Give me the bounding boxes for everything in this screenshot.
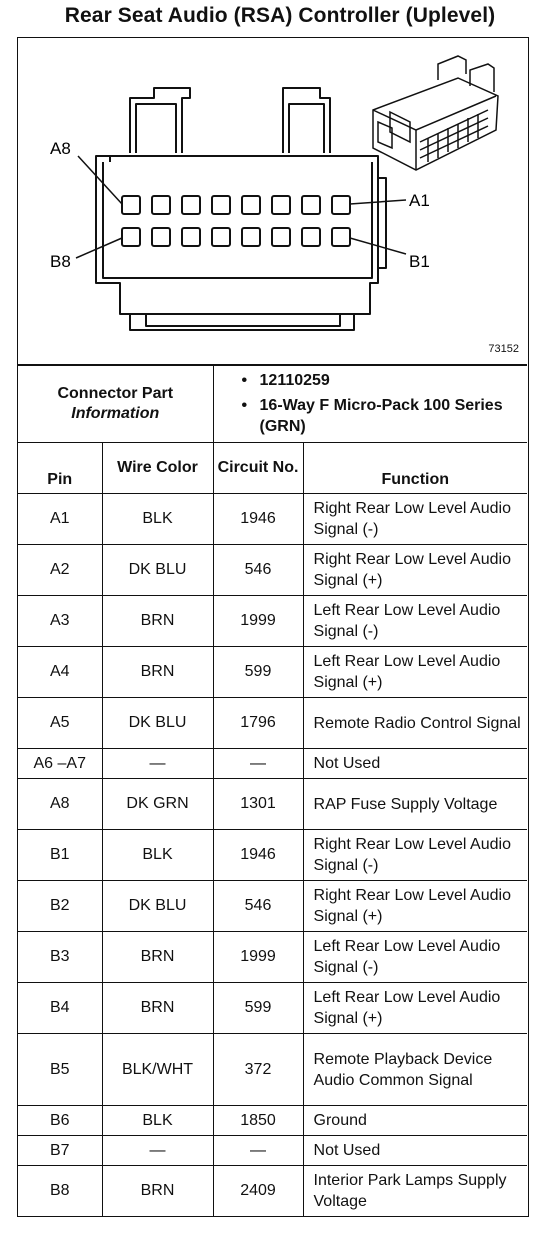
function-cell: Left Rear Low Level Audio Signal (+): [303, 647, 527, 698]
connector-part-info: [213, 366, 527, 443]
circuit-cell: —: [213, 749, 303, 779]
wire-color-cell: DK BLU: [102, 545, 213, 596]
pin-cell: A5: [18, 698, 102, 749]
table-row: [18, 596, 527, 647]
pin-cell: A4: [18, 647, 102, 698]
wire-color-cell: —: [102, 1136, 213, 1166]
table-header-row: [18, 443, 527, 494]
label-a8: A8: [50, 139, 71, 158]
table-row: [18, 1136, 527, 1166]
connector-isometric-sketch: [373, 56, 498, 170]
pin-cell: A1: [18, 494, 102, 545]
wire-color-cell: BRN: [102, 647, 213, 698]
pin-cell: A6 –A7: [18, 749, 102, 779]
label-b8: B8: [50, 252, 71, 271]
table-row: [18, 881, 527, 932]
connector-diagram: [18, 38, 527, 365]
wire-color-cell: BRN: [102, 932, 213, 983]
pin-cell: B4: [18, 983, 102, 1034]
table-row: [18, 1166, 527, 1217]
pin-cell: B7: [18, 1136, 102, 1166]
pin-cell: A2: [18, 545, 102, 596]
pin-cell: B8: [18, 1166, 102, 1217]
function-cell: Not Used: [303, 1136, 527, 1166]
circuit-cell: 599: [213, 983, 303, 1034]
table-row: [18, 830, 527, 881]
table-row: [18, 698, 527, 749]
function-cell: Right Rear Low Level Audio Signal (+): [303, 881, 527, 932]
circuit-cell: 546: [213, 881, 303, 932]
pin-cell: A8: [18, 779, 102, 830]
function-cell: Left Rear Low Level Audio Signal (-): [303, 596, 527, 647]
table-row: [18, 494, 527, 545]
pin-cell: B1: [18, 830, 102, 881]
connector-part-label-line2: Information: [71, 405, 160, 422]
circuit-cell: 1946: [213, 830, 303, 881]
table-row: [18, 983, 527, 1034]
row-b-cavities: [122, 228, 350, 246]
function-cell: Right Rear Low Level Audio Signal (+): [303, 545, 527, 596]
label-a1: A1: [409, 191, 430, 210]
connector-face-drawing: [18, 38, 527, 364]
circuit-cell: 1999: [213, 596, 303, 647]
circuit-cell: 546: [213, 545, 303, 596]
wire-color-cell: BRN: [102, 983, 213, 1034]
pin-cell: A3: [18, 596, 102, 647]
circuit-cell: 599: [213, 647, 303, 698]
function-cell: Interior Park Lamps Supply Voltage: [303, 1166, 527, 1217]
wire-color-cell: DK BLU: [102, 698, 213, 749]
table-row: [18, 932, 527, 983]
function-cell: Remote Radio Control Signal: [303, 698, 527, 749]
circuit-cell: 1946: [213, 494, 303, 545]
pinout-table: [18, 365, 527, 1217]
page-title: Rear Seat Audio (RSA) Controller (Uplevel): [64, 4, 496, 27]
circuit-cell: 1796: [213, 698, 303, 749]
function-cell: Left Rear Low Level Audio Signal (+): [303, 983, 527, 1034]
connector-part-label-line1: Connector Part: [57, 385, 174, 402]
function-cell: Ground: [303, 1106, 527, 1136]
connector-sheet: [17, 37, 529, 1217]
connector-info-row: [18, 366, 527, 443]
table-row: [18, 1034, 527, 1106]
connector-part-label: [18, 366, 213, 443]
function-cell: Left Rear Low Level Audio Signal (-): [303, 932, 527, 983]
table-row: [18, 1106, 527, 1136]
circuit-cell: 1850: [213, 1106, 303, 1136]
connector-description: • 16-Way F Micro-Pack 100 Series (GRN): [242, 395, 528, 437]
circuit-cell: 1301: [213, 779, 303, 830]
wire-color-cell: BLK/WHT: [102, 1034, 213, 1106]
wire-color-cell: BLK: [102, 1106, 213, 1136]
table-row: [18, 749, 527, 779]
pin-cell: B5: [18, 1034, 102, 1106]
wire-color-cell: DK GRN: [102, 779, 213, 830]
figure-number: 73152: [488, 343, 519, 355]
wire-color-cell: BLK: [102, 494, 213, 545]
wire-color-cell: DK BLU: [102, 881, 213, 932]
row-a-cavities: [122, 196, 350, 214]
table-row: [18, 545, 527, 596]
wire-color-cell: —: [102, 749, 213, 779]
header-function: Function: [303, 443, 527, 494]
wire-color-cell: BRN: [102, 1166, 213, 1217]
pin-cell: B6: [18, 1106, 102, 1136]
connector-part-number: • 12110259: [242, 370, 528, 391]
table-row: [18, 779, 527, 830]
wire-color-cell: BLK: [102, 830, 213, 881]
circuit-cell: —: [213, 1136, 303, 1166]
header-wire-color: Wire Color: [102, 443, 213, 494]
function-cell: Right Rear Low Level Audio Signal (-): [303, 830, 527, 881]
circuit-cell: 1999: [213, 932, 303, 983]
header-pin: Pin: [18, 443, 102, 494]
table-row: [18, 647, 527, 698]
header-circuit-no: Circuit No.: [213, 443, 303, 494]
wire-color-cell: BRN: [102, 596, 213, 647]
pin-cell: B3: [18, 932, 102, 983]
circuit-cell: 2409: [213, 1166, 303, 1217]
function-cell: Not Used: [303, 749, 527, 779]
label-b1: B1: [409, 252, 430, 271]
function-cell: RAP Fuse Supply Voltage: [303, 779, 527, 830]
function-cell: Right Rear Low Level Audio Signal (-): [303, 494, 527, 545]
circuit-cell: 372: [213, 1034, 303, 1106]
pin-cell: B2: [18, 881, 102, 932]
function-cell: Remote Playback Device Audio Common Signal: [303, 1034, 527, 1106]
